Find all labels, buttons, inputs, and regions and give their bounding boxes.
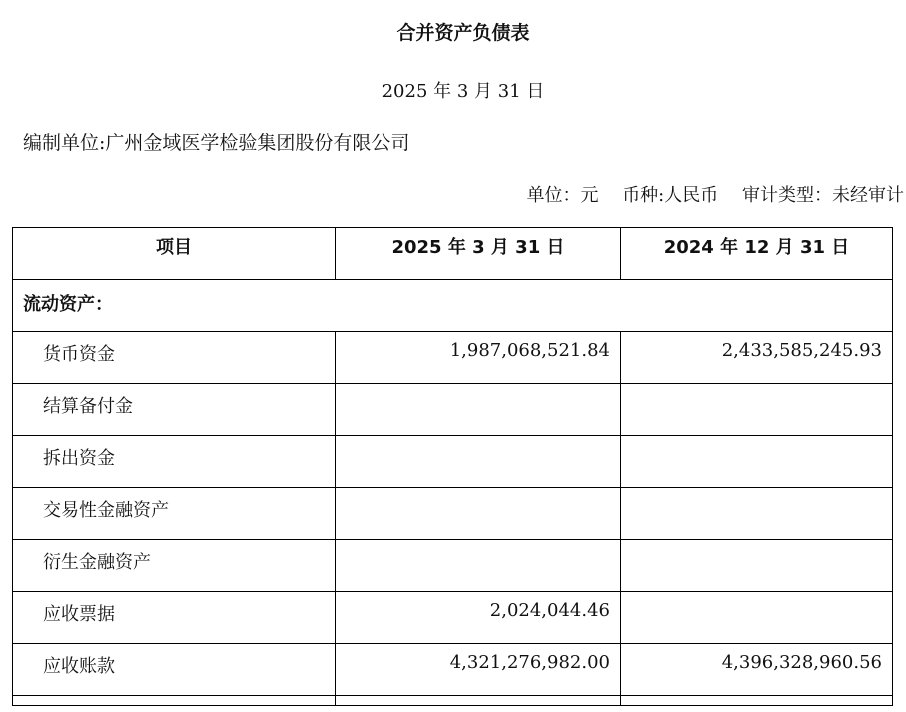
- row-item-partial: [13, 696, 336, 706]
- row-current-value: [336, 384, 621, 436]
- header-item: 项目: [13, 228, 336, 280]
- row-current-value: [336, 436, 621, 488]
- row-current-value: 1,987,068,521.84: [336, 332, 621, 384]
- report-date: 2025 年 3 月 31 日: [381, 81, 545, 102]
- currency-label: 币种:人民币: [622, 185, 719, 206]
- reporting-entity: 编制单位:广州金域医学检验集团股份有限公司: [23, 132, 410, 154]
- row-current-partial: [336, 696, 621, 706]
- row-current-value: 2,024,044.46: [336, 592, 621, 644]
- audit-type-label: 审计类型：未经审计: [742, 185, 904, 206]
- row-current-value: 4,321,276,982.00: [336, 644, 621, 696]
- row-item: 拆出资金: [13, 436, 336, 488]
- balance-sheet-table: [12, 227, 893, 706]
- row-item: 应收账款: [13, 644, 336, 696]
- row-item: 衍生金融资产: [13, 540, 336, 592]
- table-row: [13, 540, 893, 592]
- row-item: 货币资金: [13, 332, 336, 384]
- header-current-period: 2025 年 3 月 31 日: [336, 228, 621, 280]
- table-row: [13, 592, 893, 644]
- row-prior-value: 4,396,328,960.56: [621, 644, 893, 696]
- row-prior-value: [621, 488, 893, 540]
- row-current-value: [336, 540, 621, 592]
- section-current-assets: 流动资产：: [13, 280, 893, 332]
- row-prior-value: [621, 384, 893, 436]
- row-item: 结算备付金: [13, 384, 336, 436]
- row-prior-value: 2,433,585,245.93: [621, 332, 893, 384]
- row-current-value: [336, 488, 621, 540]
- table-row: [13, 332, 893, 384]
- unit-label: 单位：元: [526, 185, 599, 206]
- row-prior-value: [621, 540, 893, 592]
- row-item: 交易性金融资产: [13, 488, 336, 540]
- document-title: 合并资产负债表: [396, 22, 530, 44]
- table-row: [13, 384, 893, 436]
- row-prior-partial: [621, 696, 893, 706]
- row-prior-value: [621, 436, 893, 488]
- unit-currency-line: [526, 181, 904, 207]
- row-prior-value: [621, 592, 893, 644]
- table-header-row: [13, 228, 893, 280]
- table-row: [13, 436, 893, 488]
- header-prior-period: 2024 年 12 月 31 日: [621, 228, 893, 280]
- table-row: [13, 488, 893, 540]
- section-row: [13, 280, 893, 332]
- table-row: [13, 644, 893, 696]
- table-row-partial: [13, 696, 893, 706]
- row-item: 应收票据: [13, 592, 336, 644]
